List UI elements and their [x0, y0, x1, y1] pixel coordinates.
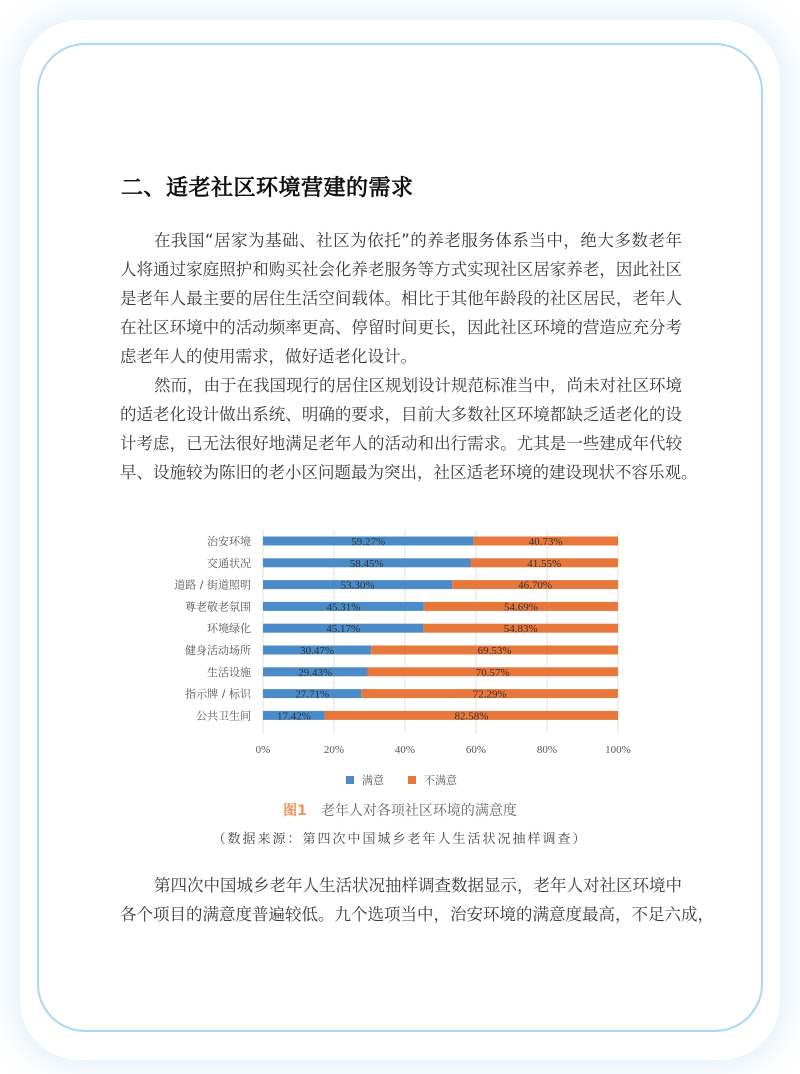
category-label: 道路 / 街道照明 [174, 578, 251, 592]
data-label: 45.31% [326, 601, 361, 614]
text-line: 计考虑，已无法很好地满足老年人的活动和出行需求。尤其是一些建成年代较 [120, 434, 682, 453]
text-line: 是老年人最主要的居住生活空间载体。相比于其他年龄段的社区居民，老年人 [120, 289, 682, 308]
category-label: 环境绿化 [207, 622, 251, 636]
figure-title: 老年人对各项社区环境的满意度 [320, 803, 517, 819]
data-label: 40.73% [528, 536, 563, 548]
x-tick-label: 80% [536, 744, 558, 756]
category-label: 尊老敬老氛围 [185, 600, 251, 614]
x-tick-label: 60% [465, 744, 487, 756]
figure-caption [0, 800, 800, 820]
data-label: 82.58% [454, 710, 489, 723]
data-label: 30.47% [300, 645, 335, 657]
paragraph-1 [120, 226, 682, 371]
data-label: 45.17% [326, 623, 361, 636]
data-label: 41.55% [527, 557, 562, 570]
data-label: 58.45% [349, 557, 384, 570]
data-label: 46.70% [518, 579, 553, 592]
category-label: 交通状况 [207, 556, 251, 570]
legend-swatch [408, 776, 416, 784]
paragraph-3 [120, 871, 714, 929]
category-label: 治安环境 [207, 535, 251, 548]
text-line: 虑老年人的使用需求，做好适老化设计。 [120, 347, 417, 366]
data-label: 59.27% [351, 536, 386, 548]
text-line: 在社区环境中的活动频率更高、停留时间更长，因此社区环境的营造应充分考 [120, 318, 682, 337]
legend-label: 满意 [362, 774, 384, 787]
legend-swatch [346, 776, 354, 784]
text-line: 在我国“居家为基础、社区为依托”的养老服务体系当中，绝大多数老年 [154, 231, 682, 250]
x-tick-label: 0% [255, 744, 271, 756]
text-line: 第四次中国城乡老年人生活状况抽样调查数据显示，老年人对社区环境中 [154, 876, 682, 895]
x-tick-label: 20% [323, 744, 345, 756]
data-label: 70.57% [475, 666, 510, 679]
text-line: 人将通过家庭照护和购买社会化养老服务等方式实现社区居家养老，因此社区 [120, 260, 682, 279]
data-label: 53.30% [340, 579, 375, 592]
text-line: 的适老化设计做出系统、明确的要求，目前大多数社区环境都缺乏适老化的设 [120, 405, 682, 424]
data-label: 69.53% [477, 645, 512, 657]
section-heading: 二、适老社区环境营建的需求 [121, 176, 414, 201]
category-label: 健身活动场所 [185, 644, 251, 657]
data-label: 54.83% [503, 623, 538, 636]
category-label: 公共卫生间 [196, 709, 251, 723]
x-tick-label: 100% [605, 744, 631, 756]
text-line: 早、设施较为陈旧的老小区问题最为突出，社区适老环境的建设现状不容乐观。 [120, 463, 698, 482]
data-label: 54.69% [503, 601, 538, 614]
paragraph-2 [120, 371, 698, 487]
satisfaction-chart [150, 525, 650, 795]
text-line: 各个项目的满意度普遍较低。九个选项当中，治安环境的满意度最高，不足六成， [120, 905, 714, 924]
text-line: 然而，由于在我国现行的居住区规划设计规范标准当中，尚未对社区环境 [154, 376, 682, 395]
legend-label: 不满意 [424, 774, 457, 787]
x-tick-label: 40% [394, 744, 416, 756]
data-label: 72.29% [472, 688, 507, 701]
figure-source: （数据来源：第四次中国城乡老年人生活状况抽样调查） [212, 832, 588, 847]
category-label: 生活设施 [207, 665, 251, 679]
figure-number: 图1 [283, 803, 307, 819]
data-label: 27.71% [295, 688, 330, 701]
data-label: 17.42% [276, 710, 311, 723]
category-label: 指示牌 / 标识 [185, 687, 251, 701]
data-label: 29.43% [298, 666, 333, 679]
